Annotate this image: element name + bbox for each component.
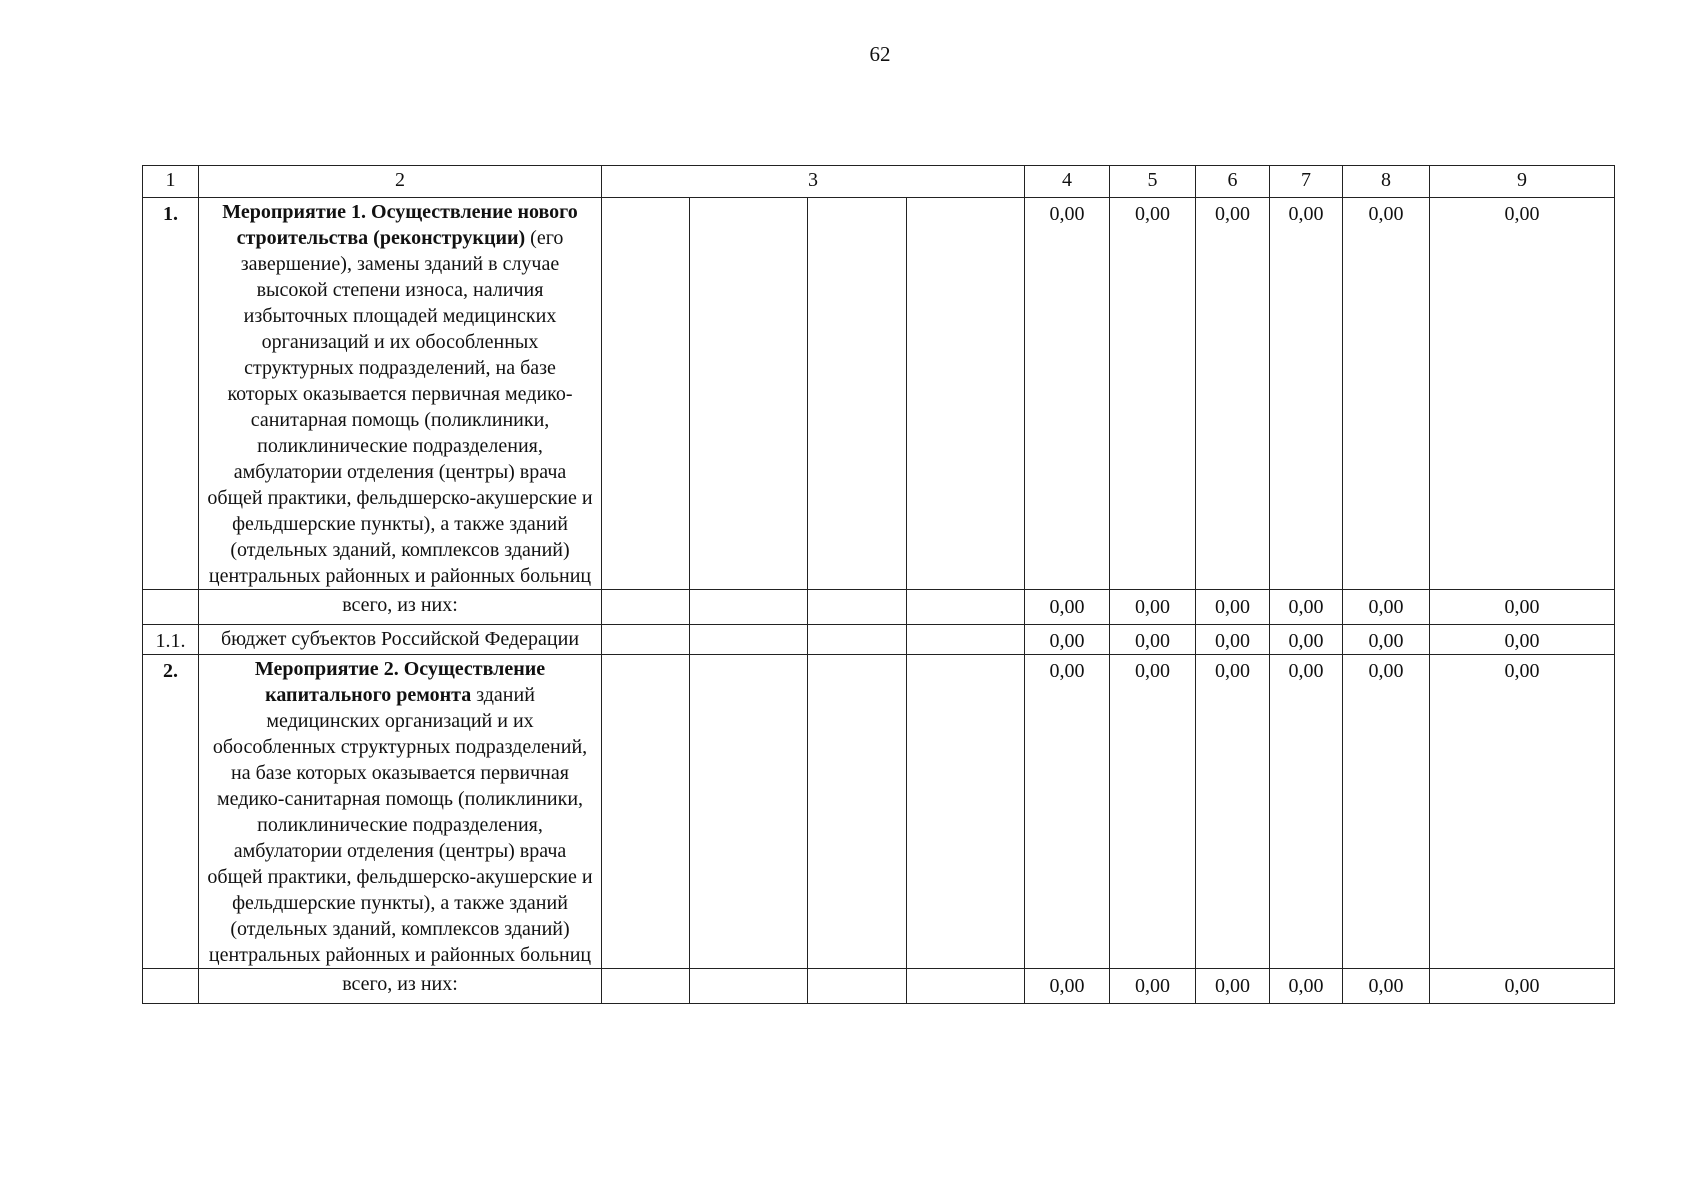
row-number: 2. xyxy=(143,655,199,969)
empty-cell xyxy=(907,969,1025,1004)
page-number: 62 xyxy=(869,42,891,66)
header-cell: 7 xyxy=(1270,166,1343,198)
value-cell: 0,00 xyxy=(1196,625,1270,655)
row-description: всего, из них: xyxy=(199,969,602,1004)
value-cell: 0,00 xyxy=(1196,969,1270,1004)
empty-cell xyxy=(808,590,907,625)
row-title-bold: Мероприятие 2. Осуществление капитального ремонта xyxy=(254,658,546,706)
value-cell: 0,00 xyxy=(1270,625,1343,655)
empty-cell xyxy=(602,625,690,655)
header-cell: 9 xyxy=(1430,166,1615,198)
empty-cell xyxy=(808,969,907,1004)
value-cell: 0,00 xyxy=(1025,969,1110,1004)
empty-cell xyxy=(602,590,690,625)
value-cell: 0,00 xyxy=(1110,655,1196,969)
value-cell: 0,00 xyxy=(1196,655,1270,969)
value-cell: 0,00 xyxy=(1110,590,1196,625)
header-cell: 1 xyxy=(143,166,199,198)
empty-cell xyxy=(907,655,1025,969)
row-description: всего, из них: xyxy=(199,590,602,625)
value-cell: 0,00 xyxy=(1110,625,1196,655)
value-cell: 0,00 xyxy=(1196,590,1270,625)
value-cell: 0,00 xyxy=(1343,625,1430,655)
table-row xyxy=(143,969,1615,1004)
value-cell: 0,00 xyxy=(1343,969,1430,1004)
empty-cell xyxy=(808,625,907,655)
value-cell: 0,00 xyxy=(1110,198,1196,590)
row-number: 1.1. xyxy=(143,625,199,655)
value-cell: 0,00 xyxy=(1270,590,1343,625)
value-cell: 0,00 xyxy=(1343,590,1430,625)
empty-cell xyxy=(690,625,808,655)
row-title-text: (его завершение), замены зданий в случае высокой степени износа, наличия избыточных площадей медицинских организаций и их обособленных структурных подразделений, на базе которых оказывается первичная медико-санитарная помощь (поликлиники, поликлинические подразделения, амбулатории отделения (центры) врача общей практики, фельдшерско-акушерские и фельдшерские пункты), а также зданий (отдельных зданий, комплексов зданий) центральных районных и районных больниц xyxy=(207,227,593,587)
empty-cell xyxy=(808,198,907,590)
row-description xyxy=(199,198,602,590)
value-cell: 0,00 xyxy=(1025,655,1110,969)
empty-cell xyxy=(690,969,808,1004)
value-cell: 0,00 xyxy=(1025,625,1110,655)
value-cell: 0,00 xyxy=(1343,198,1430,590)
empty-cell xyxy=(690,590,808,625)
empty-cell xyxy=(690,198,808,590)
row-title-text: зданий медицинских организаций и их обособленных структурных подразделений, на базе которых оказывается первичная медико-санитарная помощь (поликлиники, поликлинические подразделения, амбулатории отделения (центры) врача общей практики, фельдшерско-акушерские и фельдшерские пункты), а также зданий (отдельных зданий, комплексов зданий) центральных районных и районных больниц xyxy=(207,684,593,966)
value-cell: 0,00 xyxy=(1430,969,1615,1004)
table-row xyxy=(143,655,1615,969)
value-cell: 0,00 xyxy=(1430,655,1615,969)
table-row xyxy=(143,198,1615,590)
value-cell: 0,00 xyxy=(1196,198,1270,590)
row-number xyxy=(143,969,199,1004)
empty-cell xyxy=(907,625,1025,655)
row-number: 1. xyxy=(143,198,199,590)
header-cell: 6 xyxy=(1196,166,1270,198)
row-number xyxy=(143,590,199,625)
row-description: бюджет субъектов Российской Федерации xyxy=(199,625,602,655)
value-cell: 0,00 xyxy=(1270,655,1343,969)
value-cell: 0,00 xyxy=(1025,590,1110,625)
empty-cell xyxy=(602,655,690,969)
value-cell: 0,00 xyxy=(1430,198,1615,590)
table-row xyxy=(143,625,1615,655)
header-cell: 2 xyxy=(199,166,602,198)
empty-cell xyxy=(602,969,690,1004)
empty-cell xyxy=(907,198,1025,590)
empty-cell xyxy=(808,655,907,969)
header-cell: 4 xyxy=(1025,166,1110,198)
header-cell: 5 xyxy=(1110,166,1196,198)
table-row xyxy=(143,590,1615,625)
table-header-row xyxy=(143,166,1615,198)
value-cell: 0,00 xyxy=(1343,655,1430,969)
header-cell: 3 xyxy=(602,166,1025,198)
empty-cell xyxy=(907,590,1025,625)
row-description xyxy=(199,655,602,969)
empty-cell xyxy=(602,198,690,590)
value-cell: 0,00 xyxy=(1430,590,1615,625)
value-cell: 0,00 xyxy=(1025,198,1110,590)
value-cell: 0,00 xyxy=(1270,969,1343,1004)
budget-table xyxy=(142,165,1615,1004)
empty-cell xyxy=(690,655,808,969)
value-cell: 0,00 xyxy=(1270,198,1343,590)
value-cell: 0,00 xyxy=(1110,969,1196,1004)
header-cell: 8 xyxy=(1343,166,1430,198)
value-cell: 0,00 xyxy=(1430,625,1615,655)
row-title-bold: Мероприятие 1. Осуществление нового строительства (реконструкции) xyxy=(222,201,578,249)
